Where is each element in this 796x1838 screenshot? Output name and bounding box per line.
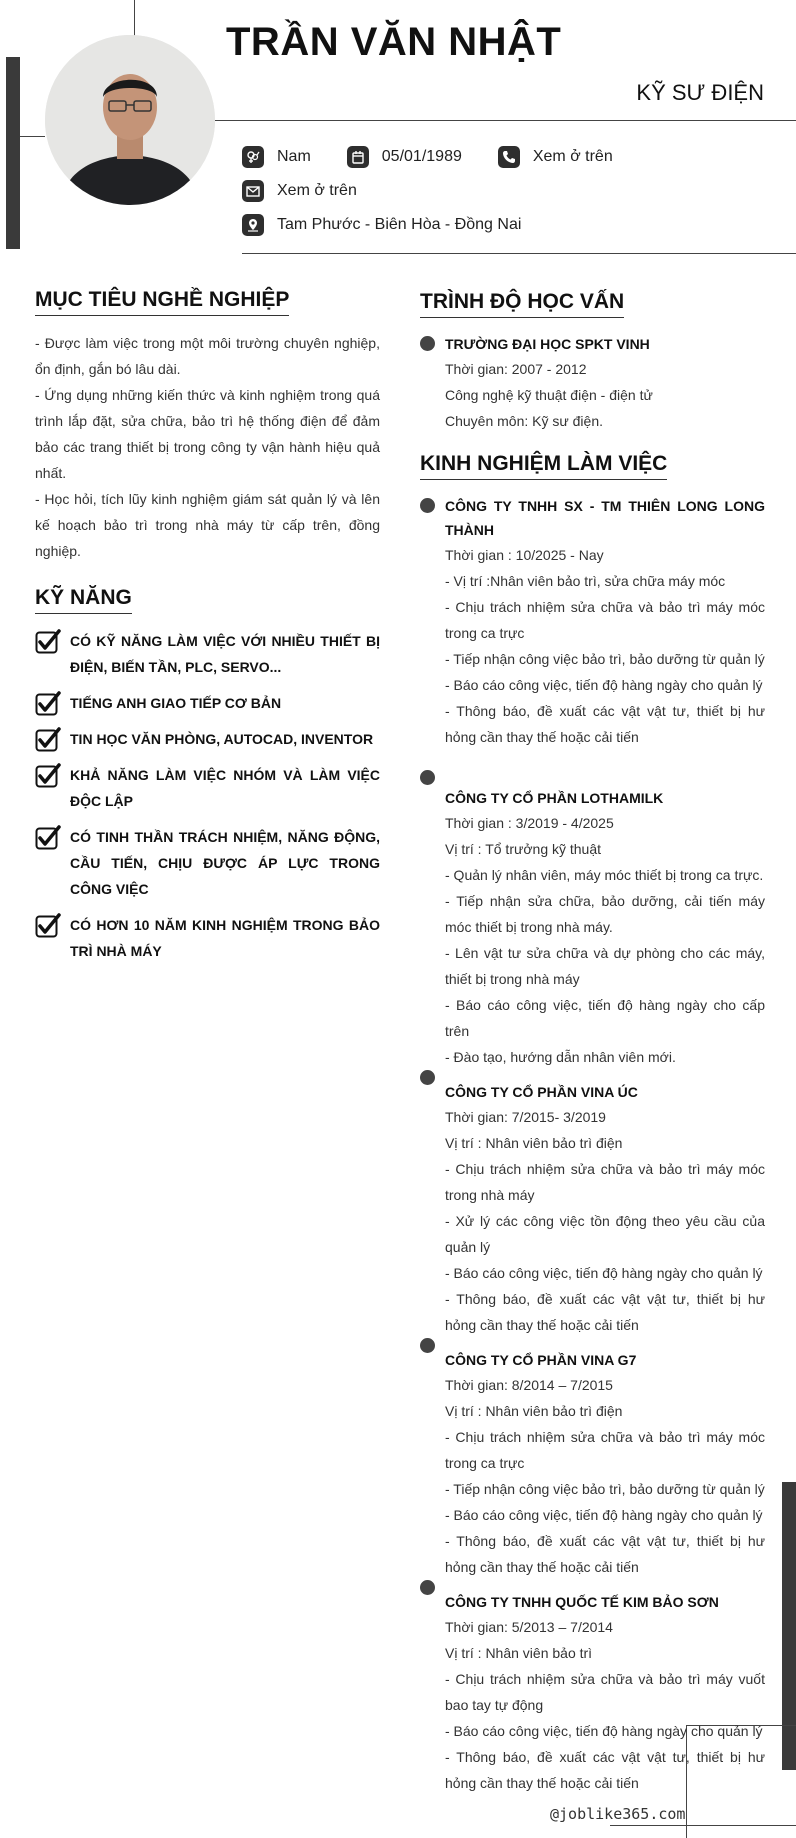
job-line: Thời gian: 7/2015- 3/2019 — [445, 1109, 606, 1125]
timeline-dot — [420, 1070, 435, 1085]
education-line: Công nghệ kỹ thuật điện - điện tử — [445, 387, 653, 403]
job-line: Vị trí : Tổ trưởng kỹ thuật — [445, 841, 602, 857]
gender-value: Nam — [277, 148, 311, 165]
decorative-bar-right — [782, 1482, 796, 1770]
avatar — [45, 35, 215, 205]
job-line: - Báo cáo công việc, tiến độ hàng ngày cho quản lý — [445, 1507, 763, 1523]
skill-text: TIẾNG ANH GIAO TIẾP CƠ BẢN — [70, 695, 282, 711]
location-icon — [242, 214, 264, 236]
job-line: Thời gian: 8/2014 – 7/2015 — [445, 1377, 613, 1393]
right-column — [420, 290, 765, 1796]
company-name: CÔNG TY CỔ PHẦN VINA ÚC — [445, 1084, 638, 1100]
phone-info — [498, 146, 613, 168]
company-name: CÔNG TY CỔ PHẦN VINA G7 — [445, 1352, 637, 1368]
skill-item — [35, 690, 380, 716]
job-line: - Chịu trách nhiệm sửa chữa và bảo trì máy móc trong ca trực — [445, 599, 765, 641]
job-entry — [420, 776, 765, 1070]
left-column — [35, 288, 380, 974]
education-line: Chuyên môn: Kỹ sư điện. — [445, 413, 604, 429]
email-info — [242, 180, 357, 202]
header-divider — [215, 120, 796, 121]
objective-line: - Được làm việc trong một môi trường chuyên nghiệp, ổn định, gắn bó lâu dài. — [35, 335, 380, 377]
email-value: Xem ở trên — [277, 182, 357, 199]
job-line: Vị trí : Nhân viên bảo trì điện — [445, 1403, 623, 1419]
education-line: Thời gian: 2007 - 2012 — [445, 361, 587, 377]
gender-info — [242, 146, 311, 168]
skill-item — [35, 726, 380, 752]
job-line: - Thông báo, đề xuất các vật vật tư, thiết bị hư hỏng cần thay thế hoặc cải tiến — [445, 1749, 765, 1791]
phone-icon — [498, 146, 520, 168]
address-value: Tam Phước - Biên Hòa - Đồng Nai — [277, 216, 522, 233]
job-line: Vị trí : Nhân viên bảo trì — [445, 1645, 593, 1661]
decorative-line — [20, 136, 45, 137]
job-line: Thời gian : 3/2019 - 4/2025 — [445, 815, 614, 831]
dob-value: 05/01/1989 — [381, 148, 462, 165]
skill-text: CÓ HƠN 10 NĂM KINH NGHIỆM TRONG BẢO TRÌ NHÀ MÁY — [70, 917, 380, 959]
decorative-bar-left — [6, 57, 20, 249]
skill-text: KHẢ NĂNG LÀM VIỆC NHÓM VÀ LÀM VIỆC ĐỘC LẬP — [70, 767, 380, 809]
objective-line: - Học hỏi, tích lũy kinh nghiệm giám sát quản lý và lên kế hoạch bảo trì trong nhà máy từ cấp trên, đồng nghiệp. — [35, 491, 380, 559]
dob-info — [347, 146, 462, 168]
job-line: - Thông báo, đề xuất các vật vật tư, thiết bị hư hỏng cần thay thế hoặc cải tiến — [445, 1533, 765, 1575]
skill-text: CÓ KỸ NĂNG LÀM VIỆC VỚI NHIỀU THIẾT BỊ ĐIỆN, BIẾN TẦN, PLC, SERVO... — [70, 633, 380, 675]
education-entry — [420, 332, 765, 434]
decorative-line — [610, 1825, 796, 1826]
job-line: - Báo cáo công việc, tiến độ hàng ngày cho cấp trên — [445, 997, 765, 1039]
email-row — [242, 180, 393, 202]
job-line: - Quản lý nhân viên, máy móc thiết bị trong ca trực. — [445, 867, 764, 883]
job-line: - Chịu trách nhiệm sửa chữa và bảo trì máy móc trong nhà máy — [445, 1161, 765, 1203]
candidate-name: TRẦN VĂN NHẬT — [226, 20, 562, 64]
decorative-line — [134, 0, 135, 38]
job-line: Thời gian : 10/2025 - Nay — [445, 547, 604, 563]
gender-icon — [242, 146, 264, 168]
timeline-dot — [420, 498, 435, 513]
address-row — [242, 214, 557, 236]
skill-text: TIN HỌC VĂN PHÒNG, AUTOCAD, INVENTOR — [70, 731, 374, 747]
timeline-dot — [420, 336, 435, 351]
job-line: - Tiếp nhận công việc bảo trì, bảo dưỡng từ quản lý — [445, 1481, 765, 1497]
job-entry — [420, 494, 765, 750]
job-entry — [420, 1076, 765, 1338]
timeline-dot — [420, 770, 435, 785]
job-line: - Chịu trách nhiệm sửa chữa và bảo trì máy móc trong ca trực — [445, 1429, 765, 1471]
job-line: - Báo cáo công việc, tiến độ hàng ngày cho quản lý — [445, 1265, 763, 1281]
phone-value: Xem ở trên — [532, 148, 613, 165]
job-title: KỸ SƯ ĐIỆN — [636, 80, 764, 105]
job-line: - Báo cáo công việc, tiến độ hàng ngày cho quản lý — [445, 677, 763, 693]
email-icon — [242, 180, 264, 202]
company-name: CÔNG TY TNHH SX - TM THIÊN LONG LONG THÀNH — [445, 498, 765, 538]
checkbox-icon — [35, 912, 61, 938]
skills-title: KỸ NĂNG — [35, 586, 132, 614]
job-line: - Lên vật tư sửa chữa và dự phòng cho các máy, thiết bị trong nhà máy — [445, 945, 765, 987]
company-name: CÔNG TY CỔ PHẦN LOTHAMILK — [445, 790, 664, 806]
job-line: - Xử lý các công việc tồn động theo yêu cầu của quản lý — [445, 1213, 765, 1255]
address-info — [242, 214, 521, 236]
timeline-dot — [420, 1580, 435, 1595]
job-line: - Báo cáo công việc, tiến độ hàng ngày cho quản lý — [445, 1723, 763, 1739]
company-name: CÔNG TY TNHH QUỐC TẾ KIM BẢO SƠN — [445, 1594, 719, 1610]
watermark: @joblike365.com — [550, 1805, 686, 1823]
job-line: - Thông báo, đề xuất các vật vật tư, thiết bị hư hỏng cần thay thế hoặc cải tiến — [445, 1291, 765, 1333]
skill-item — [35, 912, 380, 964]
job-line: - Thông báo, đề xuất các vật vật tư, thiết bị hư hỏng cần thay thế hoặc cải tiến — [445, 703, 765, 745]
skill-item — [35, 762, 380, 814]
job-line: - Tiếp nhận sửa chữa, bảo dưỡng, cải tiến máy móc thiết bị trong nhà máy. — [445, 893, 765, 935]
checkbox-icon — [35, 628, 61, 654]
skill-item — [35, 628, 380, 680]
calendar-icon — [347, 146, 369, 168]
school-name: TRƯỜNG ĐẠI HỌC SPKT VINH — [445, 336, 650, 352]
skill-item — [35, 824, 380, 902]
job-line: Thời gian: 5/2013 – 7/2014 — [445, 1619, 613, 1635]
checkbox-icon — [35, 762, 61, 788]
timeline-dot — [420, 1338, 435, 1353]
education-title: TRÌNH ĐỘ HỌC VẤN — [420, 290, 624, 318]
checkbox-icon — [35, 690, 61, 716]
job-line: - Đào tạo, hướng dẫn nhân viên mới. — [445, 1049, 676, 1065]
skill-text: CÓ TINH THẦN TRÁCH NHIỆM, NĂNG ĐỘNG, CẦU TIẾN, CHỊU ĐƯỢC ÁP LỰC TRONG CÔNG VIỆC — [70, 829, 380, 897]
objective-line: - Ứng dụng những kiến thức và kinh nghiệm trong quá trình lắp đặt, sửa chữa, bảo trì hệ thống điện để đảm bảo các trang thiết bị trong công ty vận hành hiệu quả nhất. — [35, 387, 380, 481]
checkbox-icon — [35, 726, 61, 752]
job-line: - Tiếp nhận công việc bảo trì, bảo dưỡng từ quản lý — [445, 651, 765, 667]
checkbox-icon — [35, 824, 61, 850]
job-entry — [420, 1586, 765, 1796]
job-line: - Chịu trách nhiệm sửa chữa và bảo trì máy vuốt bao tay tự động — [445, 1671, 765, 1713]
experience-title: KINH NGHIỆM LÀM VIỆC — [420, 452, 667, 480]
objective-title: MỤC TIÊU NGHỀ NGHIỆP — [35, 288, 289, 316]
job-line: - Vị trí :Nhân viên bảo trì, sửa chữa máy móc — [445, 573, 726, 589]
avatar-photo — [45, 35, 215, 205]
contact-divider — [242, 253, 796, 254]
job-line: Vị trí : Nhân viên bảo trì điện — [445, 1135, 623, 1151]
job-entry — [420, 1344, 765, 1580]
contact-row — [242, 146, 649, 168]
